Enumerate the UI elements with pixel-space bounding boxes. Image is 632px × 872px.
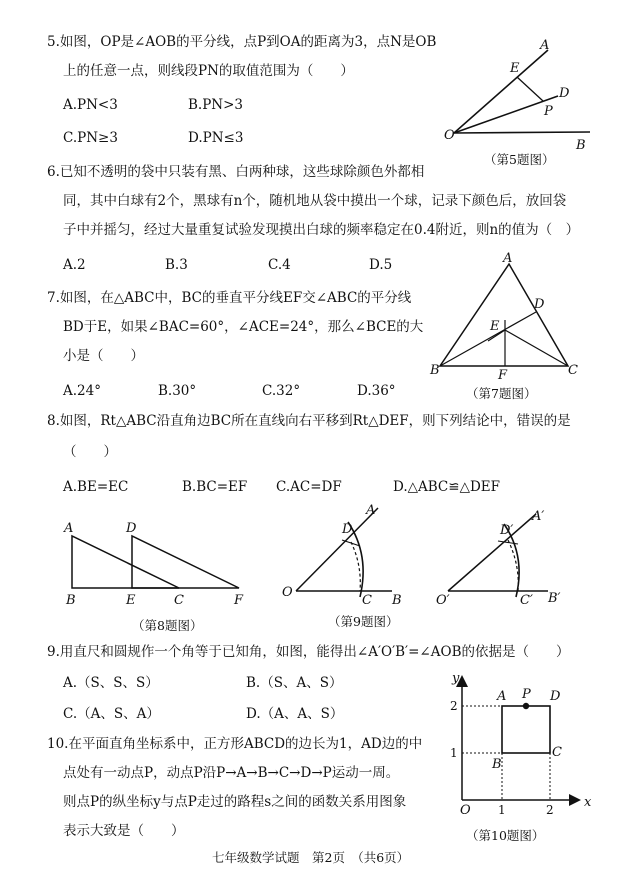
q8-figure [58, 512, 258, 612]
label-x: x [584, 795, 592, 810]
q5-option-b: B.PN>3 [188, 97, 244, 113]
label-D: D [342, 522, 353, 537]
point-p [523, 703, 529, 709]
q8-caption: （第8题图） [132, 618, 203, 633]
triangle-abc [72, 536, 179, 588]
arc-dashed [351, 542, 360, 591]
q6-option-d: D.5 [369, 257, 393, 273]
q7-option-b: B.30° [158, 383, 197, 399]
triangle-abc [440, 264, 568, 366]
ray-ob [454, 132, 590, 133]
label-D: D [534, 297, 545, 312]
label-F: F [498, 368, 508, 383]
label-E: E [490, 319, 500, 334]
q9-line1: 9.用直尺和圆规作一个角等于已知角，如图，能得出∠A′O′B′=∠AOB的依据是（ ） [47, 644, 570, 660]
label-E: E [126, 593, 136, 608]
tick-x-2: 2 [546, 803, 554, 817]
q6-option-b: B.3 [165, 257, 188, 273]
q10-line1: 10.在平面直角坐标系中，正方形ABCD的边长为1，AD边的中 [47, 736, 423, 752]
q9-figure [280, 500, 570, 610]
label-D: D [559, 86, 570, 101]
label-A: A [497, 689, 507, 704]
tick-x-1: 1 [498, 803, 506, 817]
triangle-def [132, 536, 239, 588]
tick-y-1: 1 [450, 746, 458, 760]
label-B: B [430, 363, 440, 378]
q5-line1: 5.如图，OP是∠AOB的平分线，点P到OA的距离为3，点N是OB [47, 34, 437, 50]
tick-y-2: 2 [450, 699, 458, 713]
q5-caption: （第5题图） [484, 152, 555, 167]
segment-ep [517, 77, 543, 101]
q9-caption: （第9题图） [328, 614, 399, 629]
q7-line3: 小是（ ） [63, 348, 144, 364]
q9-option-b: B.（S、A、S） [246, 675, 343, 691]
segment-ec [505, 330, 568, 366]
page-footer: 七年级数学试题 第2页 （共6页） [212, 850, 410, 865]
label-A: A [540, 38, 550, 53]
q5-figure [440, 35, 610, 155]
label-B: B [576, 138, 586, 153]
q5-option-a: A.PN<3 [63, 97, 118, 113]
label-A: A [503, 251, 513, 266]
q7-option-a: A.24° [63, 383, 101, 399]
label-B: B [392, 593, 402, 608]
q8-line2: （ ） [63, 444, 117, 460]
q7-figure [428, 250, 588, 383]
label-B: B [492, 757, 502, 772]
label-B-prime: B′ [548, 591, 561, 606]
label-y: y [452, 671, 460, 686]
label-O: O [460, 803, 471, 818]
label-A: A [64, 521, 74, 536]
q7-option-c: C.32° [262, 383, 301, 399]
label-O: O [444, 128, 455, 143]
q9-option-c: C.（A、S、A） [63, 706, 160, 722]
label-O: O [282, 585, 293, 600]
q10-line4: 表示大致是（ ） [63, 823, 185, 839]
q9-option-a: A.（S、S、S） [63, 675, 159, 691]
q5-line2: 上的任意一点，则线段PN的取值范围为（ ） [63, 63, 354, 79]
q6-line2: 同，其中白球有2个，黑球有n个，随机地从袋中摸出一个球，记录下颜色后，放回袋 [63, 193, 567, 209]
label-C: C [568, 363, 578, 378]
label-C: C [362, 593, 372, 608]
q6-option-a: A.2 [63, 257, 86, 273]
label-A-prime: A′ [532, 509, 545, 524]
q6-option-c: C.4 [268, 257, 291, 273]
q10-line2: 点处有一动点P，动点P沿P→A→B→C→D→P运动一周。 [63, 765, 400, 781]
label-D: D [550, 689, 561, 704]
label-A: A [366, 503, 376, 518]
ray-op [454, 96, 558, 133]
square-abcd [502, 706, 550, 753]
q6-line1: 6.已知不透明的袋中只装有黑、白两种球，这些球除颜色外都相 [47, 164, 425, 180]
label-B: B [66, 593, 76, 608]
q10-caption: （第10题图） [466, 828, 545, 843]
ray-oa [296, 508, 378, 591]
ray-o2a2 [448, 514, 536, 591]
label-P: P [544, 104, 553, 119]
label-C: C [174, 593, 184, 608]
label-D: D [126, 521, 137, 536]
q7-option-d: D.36° [357, 383, 396, 399]
q5-option-c: C.PN≥3 [63, 130, 118, 146]
q9-option-d: D.（A、A、S） [246, 706, 344, 722]
q8-option-c: C.AC=DF [276, 479, 342, 495]
q8-option-a: A.BE=EC [63, 479, 129, 495]
label-O-prime: O′ [436, 593, 450, 608]
q6-line3: 子中并摇匀，经过大量重复试验发现摸出白球的频率稳定在0.4附近，则n的值为（ ） [63, 222, 580, 238]
ray-oa [454, 50, 548, 133]
arc2-mark [498, 541, 518, 544]
label-D-prime: D′ [500, 523, 514, 538]
label-F: F [234, 593, 244, 608]
q8-option-b: B.BC=EF [182, 479, 248, 495]
q8-option-d: D.△ABC≌△DEF [393, 479, 501, 495]
label-P: P [522, 687, 531, 702]
q10-line3: 则点P的纵坐标y与点P走过的路程s之间的函数关系用图象 [63, 794, 407, 810]
q7-caption: （第7题图） [466, 386, 537, 401]
q8-line1: 8.如图，Rt△ABC沿直角边BC所在直线向右平移到Rt△DEF，则下列结论中，错误的是 [47, 413, 571, 429]
label-C-prime: C′ [520, 593, 533, 608]
q10-figure [440, 672, 600, 822]
label-C: C [552, 745, 562, 760]
arc2-dashed [508, 540, 518, 591]
q7-line1: 7.如图，在△ABC中，BC的垂直平分线EF交∠ABC的平分线 [47, 290, 412, 306]
label-E: E [510, 61, 520, 76]
q5-option-d: D.PN≤3 [188, 130, 244, 146]
q7-line2: BD于E，如果∠BAC=60°，∠ACE=24°，那么∠BCE的大 [63, 319, 424, 335]
